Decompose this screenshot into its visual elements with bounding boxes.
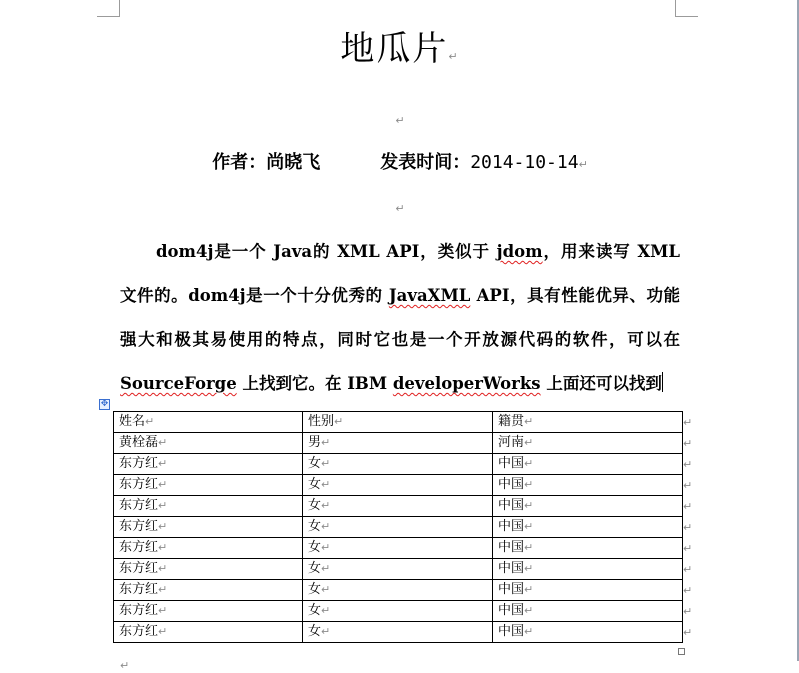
row-end-mark-icon: ↵ — [683, 605, 693, 618]
table-cell[interactable]: 河南↵ — [493, 433, 683, 454]
table-row — [114, 475, 683, 496]
cell-mark-icon: ↵ — [158, 499, 168, 512]
paragraph-mark-icon: ↵ — [448, 50, 460, 63]
cell-mark-icon: ↵ — [321, 604, 331, 617]
table-move-handle-icon[interactable]: ✥ — [100, 399, 109, 409]
table-cell[interactable]: 中国↵ — [493, 559, 683, 580]
paragraph-mark-icon: ↵ — [395, 202, 405, 215]
table-cell[interactable]: 女↵ — [303, 601, 493, 622]
table-row — [114, 559, 683, 580]
cell-mark-icon: ↵ — [321, 436, 331, 449]
table-cell[interactable]: 女↵ — [303, 496, 493, 517]
table-cell[interactable]: 黄栓磊↵ — [114, 433, 303, 454]
cell-mark-icon: ↵ — [524, 625, 534, 638]
table-cell[interactable]: 东方红↵ — [114, 559, 303, 580]
cell-mark-icon: ↵ — [158, 520, 168, 533]
row-end-mark-icon: ↵ — [683, 521, 693, 534]
cell-mark-icon: ↵ — [321, 457, 331, 470]
cell-mark-icon: ↵ — [524, 541, 534, 554]
table-header-cell[interactable]: 性别↵ — [303, 412, 493, 433]
cell-mark-icon: ↵ — [321, 541, 331, 554]
table-cell[interactable]: 女↵ — [303, 580, 493, 601]
cell-mark-icon: ↵ — [321, 562, 331, 575]
body-text-4: 上找到它。在 IBM — [236, 374, 393, 393]
cell-mark-icon: ↵ — [158, 583, 168, 596]
cell-mark-icon: ↵ — [158, 625, 168, 638]
body-paragraph[interactable] — [120, 230, 680, 406]
row-end-mark-icon: ↵ — [683, 479, 693, 492]
table-row — [114, 496, 683, 517]
cell-mark-icon: ↵ — [321, 520, 331, 533]
date-label: 发表时间： — [380, 152, 471, 173]
empty-paragraph[interactable] — [120, 111, 680, 127]
table-header-row — [114, 412, 683, 433]
row-end-mark-icon: ↵ — [683, 563, 693, 576]
cell-mark-icon: ↵ — [524, 520, 534, 533]
table-cell[interactable]: 中国↵ — [493, 622, 683, 643]
data-table[interactable] — [113, 411, 683, 643]
body-text-5: 上面还可以找到 — [540, 374, 662, 393]
row-end-mark-icon: ↵ — [683, 437, 693, 450]
table-cell[interactable]: 中国↵ — [493, 538, 683, 559]
row-end-mark-icon: ↵ — [683, 626, 693, 639]
date-value: 2014-10-14 — [470, 152, 579, 173]
cell-mark-icon: ↵ — [524, 499, 534, 512]
table-cell[interactable]: 东方红↵ — [114, 538, 303, 559]
paragraph-mark-icon: ↵ — [578, 158, 588, 171]
row-end-mark-icon: ↵ — [683, 500, 693, 513]
cell-mark-icon: ↵ — [145, 415, 155, 428]
table-cell[interactable]: 中国↵ — [493, 496, 683, 517]
table-row — [114, 454, 683, 475]
text-cursor — [662, 372, 663, 392]
spellcheck-word: SourceForge — [120, 374, 237, 393]
table-header-cell[interactable]: 姓名↵ — [114, 412, 303, 433]
table-row — [114, 601, 683, 622]
table-cell[interactable]: 中国↵ — [493, 454, 683, 475]
cell-mark-icon: ↵ — [158, 604, 168, 617]
title-text: 地瓜片 — [340, 29, 449, 69]
cell-mark-icon: ↵ — [321, 499, 331, 512]
spellcheck-word: JavaXML — [388, 286, 471, 305]
cell-mark-icon: ↵ — [158, 457, 168, 470]
table-cell[interactable]: 中国↵ — [493, 580, 683, 601]
cell-mark-icon: ↵ — [524, 604, 534, 617]
body-text-2: ，用来读写 XML 文件的。dom4j是一个十分优秀的 — [120, 242, 680, 305]
empty-paragraph[interactable] — [120, 199, 680, 215]
table-cell[interactable]: 东方红↵ — [114, 517, 303, 538]
spellcheck-word: jdom — [496, 242, 543, 261]
byline[interactable] — [120, 149, 680, 179]
table-cell[interactable]: 女↵ — [303, 538, 493, 559]
table-cell[interactable]: 女↵ — [303, 475, 493, 496]
table-cell[interactable]: 中国↵ — [493, 475, 683, 496]
table-cell[interactable]: 东方红↵ — [114, 496, 303, 517]
table-resize-handle[interactable] — [678, 648, 685, 655]
table-cell[interactable]: 东方红↵ — [114, 475, 303, 496]
table-cell[interactable]: 中国↵ — [493, 517, 683, 538]
table-cell[interactable]: 东方红↵ — [114, 601, 303, 622]
cell-mark-icon: ↵ — [524, 583, 534, 596]
cell-mark-icon: ↵ — [334, 415, 344, 428]
paragraph-mark-icon: ↵ — [120, 659, 130, 672]
table-cell[interactable]: 女↵ — [303, 622, 493, 643]
empty-paragraph[interactable] — [120, 654, 129, 673]
cell-mark-icon: ↵ — [524, 457, 534, 470]
table-row — [114, 622, 683, 643]
paragraph-mark-icon: ↵ — [395, 114, 405, 127]
margin-corner-top-left — [97, 0, 120, 17]
table-cell[interactable]: 中国↵ — [493, 601, 683, 622]
cell-mark-icon: ↵ — [158, 541, 168, 554]
table-cell[interactable]: 女↵ — [303, 517, 493, 538]
cell-mark-icon: ↵ — [158, 562, 168, 575]
cell-mark-icon: ↵ — [321, 478, 331, 491]
row-end-mark-icon: ↵ — [683, 458, 693, 471]
spellcheck-word: developerWorks — [392, 374, 541, 393]
body-text-3: API，具有性能优异、功能强大和极其易使用的特点，同时它也是一个开放源代码的软件，可以在 — [120, 286, 680, 349]
table-row — [114, 433, 683, 454]
row-end-mark-icon: ↵ — [683, 584, 693, 597]
table-row — [114, 517, 683, 538]
cell-mark-icon: ↵ — [158, 478, 168, 491]
author-name: 尚晓飞 — [266, 152, 321, 173]
table-cell[interactable]: 男↵ — [303, 433, 493, 454]
row-end-mark-icon: ↵ — [683, 542, 693, 555]
table-header-cell[interactable]: 籍贯↵ — [493, 412, 683, 433]
cell-mark-icon: ↵ — [524, 562, 534, 575]
cell-mark-icon: ↵ — [158, 436, 168, 449]
document-title[interactable] — [120, 26, 680, 80]
body-text-1: dom4j是一个 Java的 XML API，类似于 — [156, 242, 497, 261]
margin-corner-top-right — [675, 0, 698, 17]
author-label: 作者： — [212, 152, 267, 173]
table-cell[interactable]: 女↵ — [303, 454, 493, 475]
cell-mark-icon: ↵ — [321, 583, 331, 596]
table-cell[interactable]: 东方红↵ — [114, 622, 303, 643]
row-end-mark-icon: ↵ — [683, 416, 693, 429]
cell-mark-icon: ↵ — [524, 415, 534, 428]
table-row — [114, 538, 683, 559]
cell-mark-icon: ↵ — [524, 436, 534, 449]
table-cell[interactable]: 女↵ — [303, 559, 493, 580]
table-cell[interactable]: 东方红↵ — [114, 580, 303, 601]
cell-mark-icon: ↵ — [321, 625, 331, 638]
table-cell[interactable]: 东方红↵ — [114, 454, 303, 475]
table-row — [114, 580, 683, 601]
cell-mark-icon: ↵ — [524, 478, 534, 491]
